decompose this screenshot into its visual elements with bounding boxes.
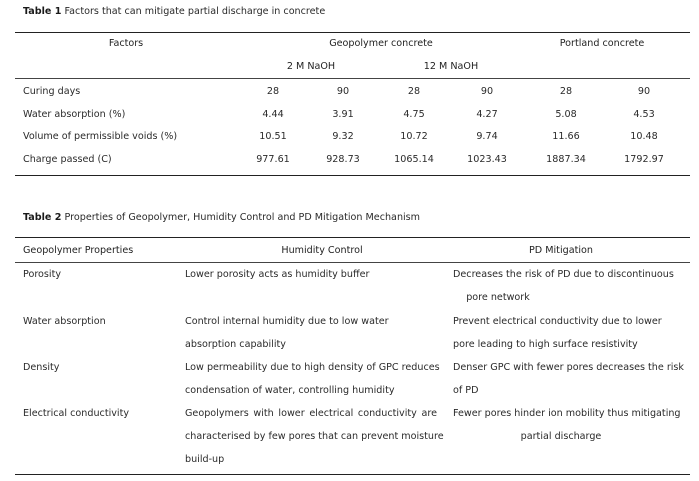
table2-pd-line: Prevent electrical conductivity due to lower — [453, 316, 662, 327]
table1-cell: 1792.97 — [624, 154, 664, 165]
table1-row-label: Water absorption (%) — [23, 109, 126, 120]
table1-subheader-12m: 12 M NaOH — [423, 61, 479, 72]
table2-caption-text: Properties of Geopolymer, Humidity Control and PD Mitigation Mechanism — [64, 212, 421, 223]
table2-humidity-line: Control internal humidity due to low water — [185, 316, 389, 327]
table1-caption-label: Table 1 — [23, 6, 62, 17]
table1-cell: 5.08 — [555, 109, 577, 120]
table2-property: Electrical conductivity — [23, 408, 130, 419]
table2-humidity-line: absorption capability — [185, 339, 286, 350]
table1-cell: 3.91 — [332, 109, 354, 120]
table2-header-humidity: Humidity Control — [281, 245, 363, 256]
table1-cell: 10.72 — [400, 131, 428, 142]
table2-pd-line: pore network — [466, 292, 530, 303]
table1-subheader-2m: 2 M NaOH — [286, 61, 336, 72]
table1-caption — [23, 6, 325, 17]
table2-pd-line: Fewer pores hinder ion mobility thus mitigating — [453, 408, 681, 419]
table2-humidity-line: Geopolymers with lower electrical conductivity are — [185, 408, 437, 419]
table1-bottom-rule — [15, 175, 690, 176]
table1-cell: 28 — [559, 86, 573, 97]
table2-humidity-line: Lower porosity acts as humidity buffer — [185, 269, 370, 280]
table2-property: Porosity — [23, 269, 62, 280]
table1-cell: 4.75 — [403, 109, 425, 120]
table1-row-label: Curing days — [23, 86, 81, 97]
table2-pd-line: Decreases the risk of PD due to discontinuous — [453, 269, 674, 280]
table2-pd-line: of PD — [453, 385, 479, 396]
table1-cell: 9.32 — [332, 131, 354, 142]
table1-cell: 10.51 — [259, 131, 287, 142]
table2-header-pd: PD Mitigation — [529, 245, 593, 256]
table1-top-rule — [15, 32, 690, 33]
table1-cell: 4.27 — [476, 109, 498, 120]
table2-pd-line: Denser GPC with fewer pores decreases the risk — [453, 362, 684, 373]
table2-caption — [23, 212, 420, 223]
table2-pd-line: pore leading to high surface resistivity — [453, 339, 638, 350]
table2-pd-line: partial discharge — [520, 431, 602, 442]
table1-cell: 9.74 — [476, 131, 498, 142]
table1-cell: 90 — [336, 86, 350, 97]
table1-cell: 1065.14 — [394, 154, 434, 165]
table1-cell: 4.44 — [262, 109, 284, 120]
table2-humidity-line: characterised by few pores that can prevent moisture — [185, 431, 444, 442]
table1-cell: 11.66 — [552, 131, 580, 142]
table1-cell: 1887.34 — [546, 154, 586, 165]
table2-caption-label: Table 2 — [23, 212, 62, 223]
table1-cell: 90 — [480, 86, 494, 97]
table1-header-portland: Portland concrete — [559, 38, 645, 49]
table1-caption-text: Factors that can mitigate partial discharge in concrete — [64, 6, 326, 17]
table1-cell: 28 — [266, 86, 280, 97]
table1-row-label: Charge passed (C) — [23, 154, 112, 165]
table2-humidity-line: condensation of water, controlling humidity — [185, 385, 395, 396]
table1-cell: 10.48 — [630, 131, 658, 142]
table1-header-rule — [15, 78, 690, 79]
table1-cell: 977.61 — [256, 154, 290, 165]
table1-cell: 28 — [407, 86, 421, 97]
table2-property: Water absorption — [23, 316, 106, 327]
table1-cell: 1023.43 — [467, 154, 507, 165]
table2-bottom-rule — [15, 474, 690, 475]
table2-property: Density — [23, 362, 60, 373]
table1-cell: 90 — [637, 86, 651, 97]
table1-cell: 928.73 — [326, 154, 360, 165]
table2-header-properties: Geopolymer Properties — [23, 245, 134, 256]
table1-cell: 4.53 — [633, 109, 655, 120]
table2-humidity-line: Low permeability due to high density of GPC reduces — [185, 362, 440, 373]
table2-humidity-line: build-up — [185, 454, 225, 465]
table1-row-label: Volume of permissible voids (%) — [23, 131, 178, 142]
table1-header-geopolymer: Geopolymer concrete — [329, 38, 433, 49]
table2-top-rule — [15, 237, 690, 238]
table2-header-rule — [15, 262, 690, 263]
table1-header-factors: Factors — [108, 38, 144, 49]
